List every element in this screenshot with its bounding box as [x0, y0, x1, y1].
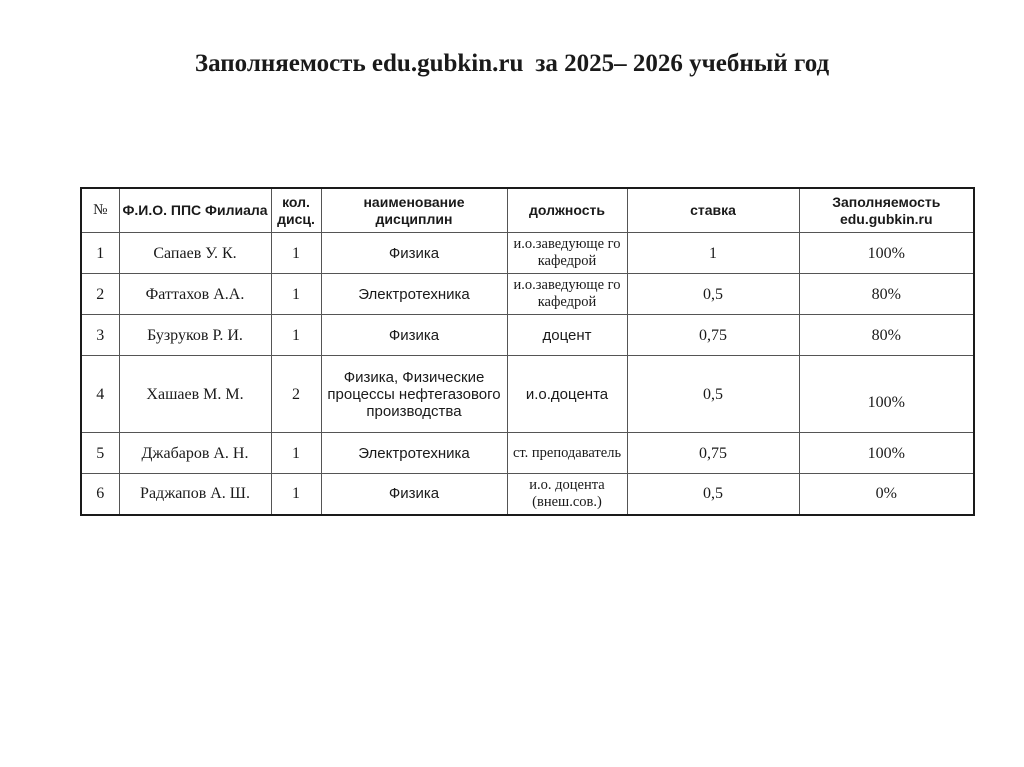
cell-discipline: Физика — [321, 315, 507, 356]
cell-fill: 100% — [799, 356, 974, 433]
header-fill: Заполняемость edu.gubkin.ru — [799, 188, 974, 233]
page-title — [0, 50, 1024, 78]
header-count: кол. дисц. — [271, 188, 321, 233]
table-row — [81, 315, 974, 356]
cell-rate: 0,75 — [627, 433, 799, 474]
cell-count: 1 — [271, 433, 321, 474]
cell-count: 1 — [271, 315, 321, 356]
cell-position: ст. преподаватель — [507, 433, 627, 474]
cell-discipline: Физика — [321, 233, 507, 274]
cell-position: и.о. доцента (внеш.сов.) — [507, 474, 627, 515]
cell-fill: 100% — [799, 233, 974, 274]
cell-count: 2 — [271, 356, 321, 433]
cell-position: доцент — [507, 315, 627, 356]
table-row — [81, 274, 974, 315]
fill-rate-table — [80, 187, 975, 516]
cell-name: Бузруков Р. И. — [119, 315, 271, 356]
cell-number: 5 — [81, 433, 119, 474]
cell-name: Хашаев М. М. — [119, 356, 271, 433]
cell-name: Джабаров А. Н. — [119, 433, 271, 474]
header-position: должность — [507, 188, 627, 233]
header-name: Ф.И.О. ППС Филиала — [119, 188, 271, 233]
cell-number: 1 — [81, 233, 119, 274]
cell-discipline: Физика, Физические процессы нефтегазового производства — [321, 356, 507, 433]
header-discipline: наименование дисциплин — [321, 188, 507, 233]
cell-name: Фаттахов А.А. — [119, 274, 271, 315]
table-row — [81, 356, 974, 433]
cell-rate: 0,5 — [627, 274, 799, 315]
cell-discipline: Физика — [321, 474, 507, 515]
cell-name: Сапаев У. К. — [119, 233, 271, 274]
cell-discipline: Электротехника — [321, 433, 507, 474]
cell-count: 1 — [271, 233, 321, 274]
cell-fill: 80% — [799, 274, 974, 315]
title-part-1: Заполняемость edu.gubkin.ru — [194, 50, 524, 77]
cell-position: и.о.доцента — [507, 356, 627, 433]
cell-count: 1 — [271, 474, 321, 515]
cell-discipline: Электротехника — [321, 274, 507, 315]
cell-count: 1 — [271, 274, 321, 315]
cell-number: 4 — [81, 356, 119, 433]
cell-rate: 0,75 — [627, 315, 799, 356]
cell-name: Раджапов А. Ш. — [119, 474, 271, 515]
cell-rate: 0,5 — [627, 356, 799, 433]
cell-position: и.о.заведующе го кафедрой — [507, 233, 627, 274]
cell-number: 6 — [81, 474, 119, 515]
table-row — [81, 433, 974, 474]
cell-position: и.о.заведующе го кафедрой — [507, 274, 627, 315]
header-number: № — [81, 188, 119, 233]
cell-fill: 100% — [799, 433, 974, 474]
cell-number: 2 — [81, 274, 119, 315]
table-row — [81, 233, 974, 274]
cell-fill: 0% — [799, 474, 974, 515]
cell-rate: 1 — [627, 233, 799, 274]
header-rate: ставка — [627, 188, 799, 233]
cell-rate: 0,5 — [627, 474, 799, 515]
title-part-2: за 2025– 2026 учебный год — [535, 50, 830, 77]
cell-fill: 80% — [799, 315, 974, 356]
table-header-row — [81, 188, 974, 233]
cell-number: 3 — [81, 315, 119, 356]
table-row — [81, 474, 974, 515]
